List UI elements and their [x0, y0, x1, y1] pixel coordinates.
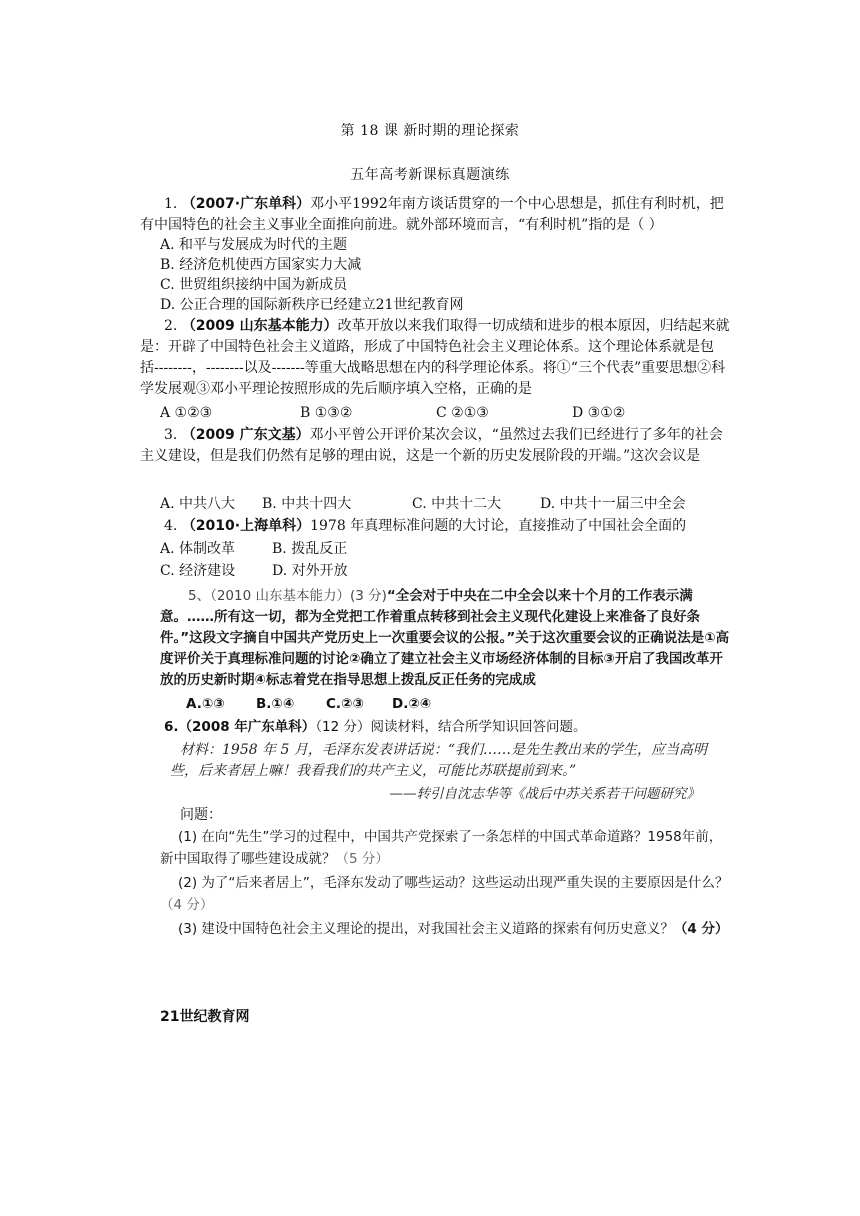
question-6-sub-3: (3) 建设中国特色社会主义理论的提出，对我国社会主义道路的探索有何历史意义？（4 分） — [178, 921, 729, 937]
question-2-source: （2009 山东基本能力） — [181, 318, 338, 334]
section-subtitle: 五年高考新课标真题演练 — [350, 167, 510, 183]
question-4-option-b: B. 拨乱反正 — [272, 541, 348, 557]
question-3-option-d: D. 中共十一届三中全会 — [540, 496, 686, 512]
question-5-stem: 5、（2010 山东基本能力）(3 分)“全会对于中央在二中全会以来十个月的工作表示满意。……所有这一切，都为全党把工作着重点转移到社会主义现代化建设上来准备了良好条件。”这段文字摘自中国共产党历史上一次重要会议的公报。”关于这次重要会议的正确说法是①高度评价关于真理标准问题的讨论②确立了建立社会主义市场经济体制的目标③开启了我国改革开放的历史新时期④标志着党在指导思想上拨乱反正任务的完成成 — [160, 588, 730, 688]
question-1-option-b: B. 经济危机使西方国家实力大减 — [160, 257, 362, 273]
question-5-source: 5、（2010 山东基本能力）(3 分) — [188, 588, 387, 604]
question-4-source: （2010·上海单科） — [181, 518, 311, 534]
question-6-questions-label: 问题： — [180, 807, 222, 823]
question-1-option-c: C. 世贸组织接纳中国为新成员 — [160, 277, 348, 293]
question-4-option-d: D. 对外开放 — [272, 563, 348, 579]
question-1-stem: 1. （2007·广东单科）邓小平1992年南方谈话贯穿的一个中心思想是，抓住有利时机，把有中国特色的社会主义事业全面推向前进。就外部环境而言，“有利时机”指的是（ ） — [140, 196, 724, 233]
question-2-option-c: C ②①③ — [436, 405, 489, 421]
question-3-option-a: A. 中共八大 — [160, 496, 236, 512]
question-3-option-b: B. 中共十四大 — [262, 496, 352, 512]
question-4-option-c: C. 经济建设 — [160, 563, 236, 579]
question-1-option-d: D. 公正合理的国际新秩序已经建立21世纪教育网 — [160, 297, 464, 313]
question-6-sub-2: (2) 为了“后来者居上”，毛泽东发动了哪些运动？这些运动出现严重失误的主要原因是什么？（4 分） — [160, 875, 729, 913]
question-2-option-b: B ①③② — [300, 405, 353, 421]
question-2-stem: 2. （2009 山东基本能力）改革开放以来我们取得一切成绩和进步的根本原因，归结起来就是：开辟了中国特色社会主义道路，形成了中国特色社会主义理论体系。这个理论体系就是包括--------，--------以及-------等重大战略思想在内的科学理论体系。将①“三个代表”重要思想②科学发展观③邓小平理论按照形成的先后顺序填入空格，正确的是 — [140, 318, 730, 397]
question-5-option-b: B.①④ — [256, 696, 295, 712]
question-3-option-c: C. 中共十二大 — [412, 496, 502, 512]
question-6-material: 材料：1958 年 5 月，毛泽东发表讲话说：“我们……是先生教出来的学生，应当高明些，后来者居上嘛！我看我们的共产主义，可能比苏联提前到来。” — [170, 742, 708, 779]
question-1-source: （2007·广东单科） — [181, 196, 311, 212]
question-3-source: （2009 广东文基） — [181, 427, 310, 443]
question-2-option-d: D ③①② — [572, 405, 626, 421]
question-1-option-a: A. 和平与发展成为时代的主题 — [160, 237, 348, 253]
question-5-option-d: D.②④ — [392, 696, 432, 712]
question-6-sub-1: (1) 在向“先生”学习的过程中，中国共产党探索了一条怎样的中国式革命道路？1958年前，新中国取得了哪些建设成就？（5 分） — [160, 829, 723, 867]
question-4-stem: 4. （2010·上海单科）1978 年真理标准问题的大讨论，直接推动了中国社会全面的 — [164, 518, 687, 534]
question-5-option-c: C.②③ — [326, 696, 364, 712]
question-2-option-a: A ①②③ — [160, 405, 213, 421]
question-4-option-a: A. 体制改革 — [160, 541, 236, 557]
question-6-intro: 6.（2008 年广东单科）（12 分）阅读材料，结合所学知识回答问题。 — [164, 719, 587, 735]
question-5-option-a: A.①③ — [186, 696, 225, 712]
lesson-title: 第 18 课 新时期的理论探索 — [340, 123, 520, 139]
question-3-stem: 3. （2009 广东文基）邓小平曾公开评价某次会议，“虽然过去我们已经进行了多年的社会主义建设，但是我们仍然有足够的理由说，这是一个新的历史发展阶段的开端。”这次会议是 — [140, 427, 723, 464]
footer-watermark-text: 21世纪教育网 — [160, 1009, 250, 1025]
question-6-material-source: ——转引自沈志华等《战后中苏关系若干问题研究》 — [389, 786, 700, 802]
question-6-source: （2008 年广东单科） — [178, 719, 316, 735]
